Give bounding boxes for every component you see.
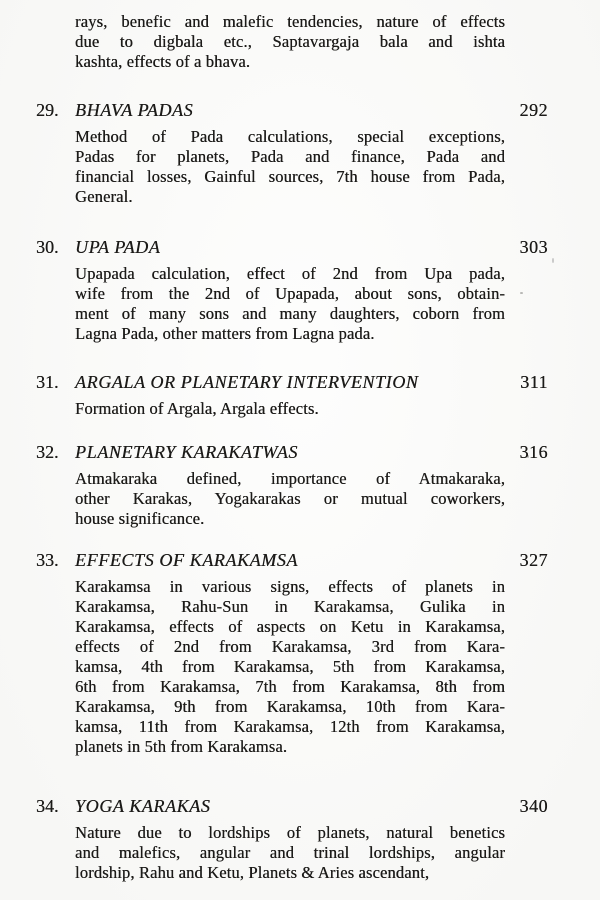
description-line: ment of many sons and many daughters, coborn from xyxy=(75,304,505,323)
description-line: Karakamsa in various signs, effects of planets in xyxy=(75,577,505,596)
description-line: Nature due to lordships of planets, natural benetics xyxy=(75,823,505,842)
toc-entry-heading xyxy=(36,98,548,122)
description-line: Formation of Argala, Argala effects. xyxy=(75,399,319,418)
chapter-number: 34. xyxy=(36,796,59,816)
toc-entry xyxy=(36,794,548,883)
chapter-number: 33. xyxy=(36,550,59,570)
description-line: Karakamsa, 9th from Karakamsa, 10th from Kara- xyxy=(75,697,505,716)
chapter-description xyxy=(75,823,505,883)
toc-entry-heading xyxy=(36,794,548,818)
chapter-title: PLANETARY KARAKATWAS xyxy=(75,442,298,462)
table-of-contents xyxy=(36,12,548,883)
page-number: 316 xyxy=(519,442,548,462)
continuation-line: rays, benefic and malefic tendencies, nature of effects xyxy=(75,12,505,31)
toc-entry xyxy=(36,98,548,207)
continuation-paragraph xyxy=(75,12,505,72)
description-line: General. xyxy=(75,187,133,206)
continuation-line: due to digbala etc., Saptavargaja bala and ishta xyxy=(75,32,505,51)
description-line: effects of 2nd from Karakamsa, 3rd from Kara- xyxy=(75,637,505,656)
description-line: house significance. xyxy=(75,509,205,528)
chapter-title: EFFECTS OF KARAKAMSA xyxy=(75,550,298,570)
description-line: planets in 5th from Karakamsa. xyxy=(75,737,288,756)
toc-entry xyxy=(36,548,548,757)
chapter-number: 32. xyxy=(36,442,59,462)
description-line: Method of Pada calculations, special exceptions, xyxy=(75,127,505,146)
chapter-number: 29. xyxy=(36,100,59,120)
page-number: 327 xyxy=(519,550,548,570)
toc-entry xyxy=(36,235,548,344)
toc-entry-heading xyxy=(36,548,548,572)
chapter-description xyxy=(75,264,505,344)
chapter-description xyxy=(75,469,505,529)
description-line: lordship, Rahu and Ketu, Planets & Aries ascendant, xyxy=(75,863,430,882)
description-line: kamsa, 4th from Karakamsa, 5th from Karakamsa, xyxy=(75,657,505,676)
toc-entry xyxy=(36,440,548,529)
chapter-description xyxy=(75,399,505,419)
description-line: other Karakas, Yogakarakas or mutual coworkers, xyxy=(75,489,505,508)
page-number: 303 xyxy=(519,237,548,257)
description-line: Karakamsa, effects of aspects on Ketu in Karakamsa, xyxy=(75,617,505,636)
toc-entry-heading xyxy=(36,440,548,464)
chapter-title: UPA PADA xyxy=(75,237,161,257)
page-number: 292 xyxy=(519,100,548,120)
description-line: and malefics, angular and trinal lordships, angular xyxy=(75,843,505,862)
continuation-line: kashta, effects of a bhava. xyxy=(75,52,251,71)
description-line: 6th from Karakamsa, 7th from Karakamsa, 8th from xyxy=(75,677,505,696)
description-line: wife from the 2nd of Upapada, about sons, obtain- xyxy=(75,284,505,303)
chapter-number: 31. xyxy=(36,372,59,392)
scan-speck xyxy=(552,258,554,263)
toc-entry-heading xyxy=(36,370,548,394)
chapter-title: BHAVA PADAS xyxy=(75,100,194,120)
page-number: 311 xyxy=(520,372,548,392)
description-line: Lagna Pada, other matters from Lagna pada. xyxy=(75,324,375,343)
description-line: Karakamsa, Rahu-Sun in Karakamsa, Gulika in xyxy=(75,597,505,616)
description-line: Atmakaraka defined, importance of Atmakaraka, xyxy=(75,469,505,488)
description-line: Upapada calculation, effect of 2nd from Upa pada, xyxy=(75,264,505,283)
chapter-number: 30. xyxy=(36,237,59,257)
page-number: 340 xyxy=(519,796,548,816)
toc-entry-heading xyxy=(36,235,548,259)
chapter-title: YOGA KARAKAS xyxy=(75,796,211,816)
description-line: Padas for planets, Pada and finance, Pada and xyxy=(75,147,505,166)
toc-entry xyxy=(36,370,548,419)
toc-entries xyxy=(36,98,548,883)
chapter-title: ARGALA OR PLANETARY INTERVENTION xyxy=(75,372,419,392)
description-line: financial losses, Gainful sources, 7th house from Pada, xyxy=(75,167,505,186)
chapter-description xyxy=(75,127,505,207)
chapter-description xyxy=(75,577,505,757)
description-line: kamsa, 11th from Karakamsa, 12th from Karakamsa, xyxy=(75,717,505,736)
